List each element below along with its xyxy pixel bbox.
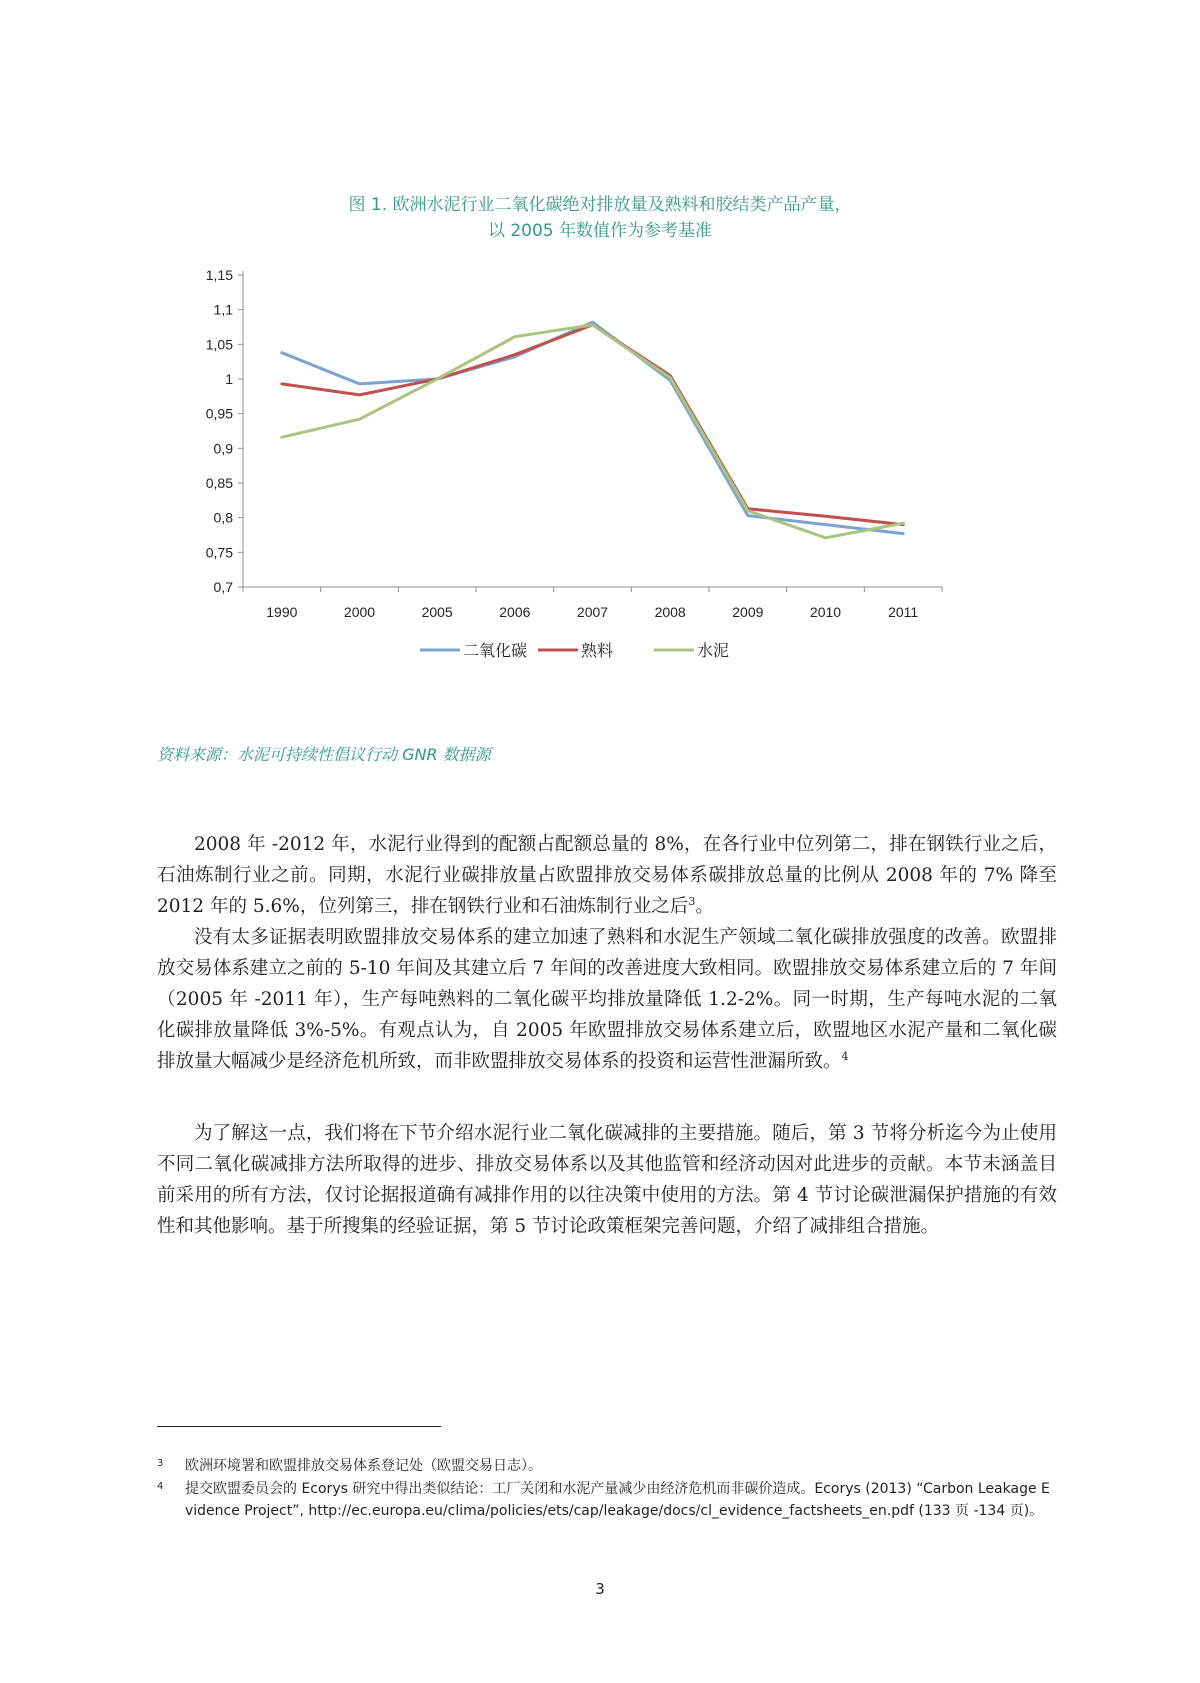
y-tick-label: 0,9 (213, 440, 233, 457)
series-line-3 (282, 325, 903, 538)
paragraph-3: 为了解这一点，我们将在下节介绍水泥行业二氧化碳减排的主要措施。随后，第 3 节将分析迄今为止使用不同二氧化碳减排方法所取得的进步、排放交易体系以及其他监管和经济动因对此进步的贡献。本节未涵盖目前采用的所有方法，仅讨论据报道确有减排作用的以往决策中使用的方法。第 4 节讨论碳泄漏保护措施的有效性和其他影响。基于所搜集的经验证据，第 5 节讨论政策框架完善问题，介绍了减排组合措施。 (157, 1123, 1057, 1237)
paragraph-1-end: 。 (695, 896, 714, 917)
legend-label-3: 水泥 (697, 643, 730, 660)
y-tick-label: 0,85 (205, 475, 233, 491)
x-tick-label: 2009 (732, 604, 764, 620)
y-tick-label: 1 (225, 371, 233, 387)
footnote-ref-4[interactable]: 4 (841, 1049, 849, 1063)
footnote-divider (157, 1426, 441, 1427)
y-tick-label: 1,15 (205, 267, 233, 283)
series-line-2 (282, 325, 903, 525)
footnote-4-number: 4 (157, 1481, 164, 1492)
footnote-3-number: 3 (157, 1458, 164, 1469)
footnote-4 (157, 1478, 1057, 1522)
legend-label-2: 熟料 (581, 643, 614, 660)
figure-title (150, 192, 1050, 244)
paragraph-2 (157, 922, 1057, 1077)
x-tick-label: 2005 (421, 604, 453, 620)
x-tick-label: 2007 (576, 604, 609, 620)
figure-source: 资料来源：水泥可持续性倡议行动 GNR 数据源 (157, 745, 491, 764)
y-tick-label: 0,7 (213, 579, 233, 595)
x-tick-label: 2010 (809, 604, 842, 620)
y-tick-label: 1,1 (213, 301, 233, 318)
footnote-ref-3[interactable]: 3 (688, 894, 696, 908)
y-tick-label: 0,8 (213, 509, 233, 526)
x-tick-label: 2006 (499, 604, 531, 620)
y-tick-label: 1,05 (205, 336, 233, 353)
paragraph-1-text: 2008 年 -2012 年，水泥行业得到的配额占配额总量的 8%，在各行业中位列第二，排在钢铁行业之后，石油炼制行业之前。同期，水泥行业碳排放量占欧盟排放交易体系碳排放总量的比例从 2008 年的 7% 降至 2012 年的 5.6%，位列第三，排在钢铁行业和石油炼制行业之后 (157, 834, 1057, 917)
footnote-3 (157, 1455, 1057, 1477)
x-tick-label: 2008 (654, 604, 686, 620)
x-tick-label: 1990 (266, 604, 298, 620)
paragraph-1 (157, 829, 1057, 922)
y-tick-label: 0,75 (205, 544, 233, 561)
figure-title-line-2: 以 2005 年数值作为参考基准 (487, 221, 713, 241)
x-tick-label: 2000 (343, 604, 376, 620)
legend-label-1: 二氧化碳 (463, 643, 528, 660)
series-line-1 (282, 322, 903, 533)
page-number: 3 (595, 1580, 605, 1598)
figure-title-line-1: 图 1. 欧洲水泥行业二氧化碳绝对排放量及熟料和胶结类产品产量， (348, 195, 852, 215)
line-chart (170, 255, 1030, 735)
paragraph-2-text: 没有太多证据表明欧盟排放交易体系的建立加速了熟料和水泥生产领域二氧化碳排放强度的改善。欧盟排放交易体系建立之前的 5-10 年间及其建立后 7 年间的改善进度大致相同。欧盟排放交易体系建立后的 7 年间（2005 年 -2011 年），生产每吨熟料的二氧化碳平均排放量降低 1.2-2%。同一时期，生产每吨水泥的二氧化碳排放量降低 3%-5%。有观点认为，自 2005 年欧盟排放交易体系建立后，欧盟地区水泥产量和二氧化碳排放量大幅减少是经济危机所致，而非欧盟排放交易体系的投资和运营性泄漏所致。 (157, 927, 1057, 1072)
y-tick-label: 0,95 (205, 405, 233, 422)
footnote-4-text: 提交欧盟委员会的 Ecorys 研究中得出类似结论：工厂关闭和水泥产量减少由经济危机而非碳价造成。Ecorys (2013) “Carbon Leakage Evidence Project”, http://ec.europa.eu/clima/policies/ets/cap/leakage/docs/cl_evidence_factsheets_en.pdf (133 页 -134 页)。 (185, 1481, 1050, 1519)
footnote-3-text: 欧洲环境署和欧盟排放交易体系登记处（欧盟交易日志）。 (185, 1458, 542, 1474)
x-tick-label: 2011 (888, 604, 919, 620)
